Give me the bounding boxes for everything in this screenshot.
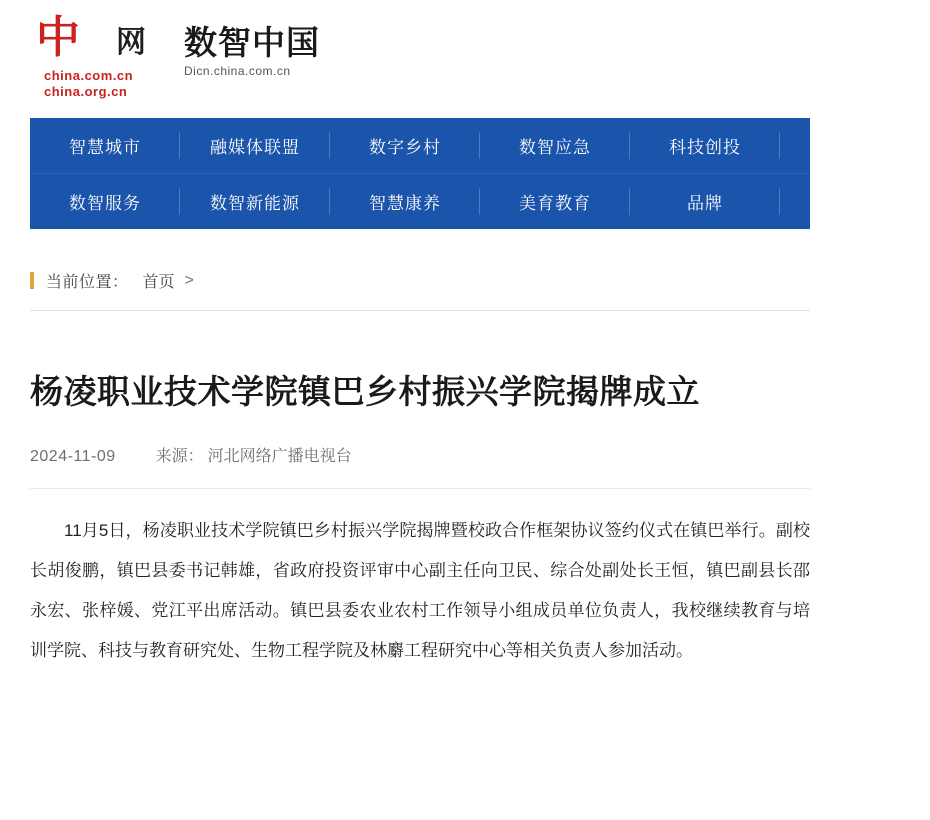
- article-paragraph-1: 11月5日，杨凌职业技术学院镇巴乡村振兴学院揭牌暨校政合作框架协议签约仪式在镇巴举行。副校长胡俊鹏，镇巴县委书记韩雄，省政府投资评审中心副主任向卫民、综合处副处长王恒，镇巴副县长邵永宏、张梓媛、党江平出席活动。镇巴县委农业农村工作领导小组成员单位负责人，我校继续教育与培训学院、科技与教育研究处、生物工程学院及林麝工程研究中心等相关负责人参加活动。: [30, 521, 810, 661]
- nav-item-tech-venture[interactable]: [630, 118, 780, 173]
- page-title: 杨凌职业技术学院镇巴乡村振兴学院揭牌成立: [30, 372, 700, 412]
- source-label: 来源：: [155, 448, 204, 466]
- nav-item-label: 数: [846, 138, 864, 157]
- nav-item-digital-service[interactable]: [30, 174, 180, 229]
- nav-item-brand[interactable]: [630, 174, 780, 229]
- nav-item-digital-village[interactable]: [330, 118, 480, 173]
- nav-item-overflow-2[interactable]: [780, 174, 930, 229]
- nav-item-label: 智慧康养: [369, 194, 441, 213]
- breadcrumb-separator: >: [184, 271, 194, 289]
- nav-item-label: 数: [846, 194, 864, 213]
- nav-item-label: 科技创投: [669, 138, 741, 157]
- nav-item-emergency[interactable]: [480, 118, 630, 173]
- source-value: 河北网络广播电视台: [207, 448, 352, 466]
- nav-item-overflow-1[interactable]: [780, 118, 930, 173]
- breadcrumb: [30, 269, 810, 311]
- logo-wang-character: 网: [116, 25, 146, 60]
- china-net-logo-mark[interactable]: [30, 12, 158, 102]
- logo-url-org: china.org.cn: [44, 84, 128, 99]
- brand-title: 数智中国: [184, 23, 320, 62]
- nav-item-label: 美育教育: [519, 194, 591, 213]
- logo-zhong-character: 中: [36, 12, 80, 63]
- nav-item-label: 数智新能源: [210, 194, 300, 213]
- nav-item-label: 数智服务: [69, 194, 141, 213]
- nav-row-1: [30, 118, 864, 173]
- nav-item-label: 数智应急: [519, 138, 591, 157]
- nav-item-label: 品牌: [687, 194, 723, 213]
- breadcrumb-item-home[interactable]: 首页: [142, 274, 175, 291]
- main-navigation: [30, 118, 864, 229]
- nav-item-arts-education[interactable]: [480, 174, 630, 229]
- nav-item-new-energy[interactable]: [180, 174, 330, 229]
- breadcrumb-label: 当前位置：: [46, 274, 129, 291]
- nav-item-label: 数字乡村: [369, 138, 441, 157]
- nav-item-smart-city[interactable]: [30, 118, 180, 173]
- logo-url-com: china.com.cn: [44, 68, 134, 83]
- nav-item-media-alliance[interactable]: [180, 118, 330, 173]
- brand-block: [184, 16, 320, 78]
- publish-date: 2024-11-09: [30, 448, 116, 466]
- article-meta: [30, 443, 810, 489]
- site-logo[interactable]: [30, 12, 320, 102]
- breadcrumb-accent-bar: [30, 272, 34, 289]
- nav-item-label: 智慧城市: [69, 138, 141, 157]
- article: [30, 311, 810, 671]
- nav-row-2: [30, 173, 864, 229]
- brand-subtitle: Dicn.china.com.cn: [184, 64, 291, 78]
- nav-item-label: 融媒体联盟: [210, 138, 300, 157]
- nav-item-smart-health[interactable]: [330, 174, 480, 229]
- article-body: [30, 511, 810, 671]
- site-header: [0, 0, 840, 118]
